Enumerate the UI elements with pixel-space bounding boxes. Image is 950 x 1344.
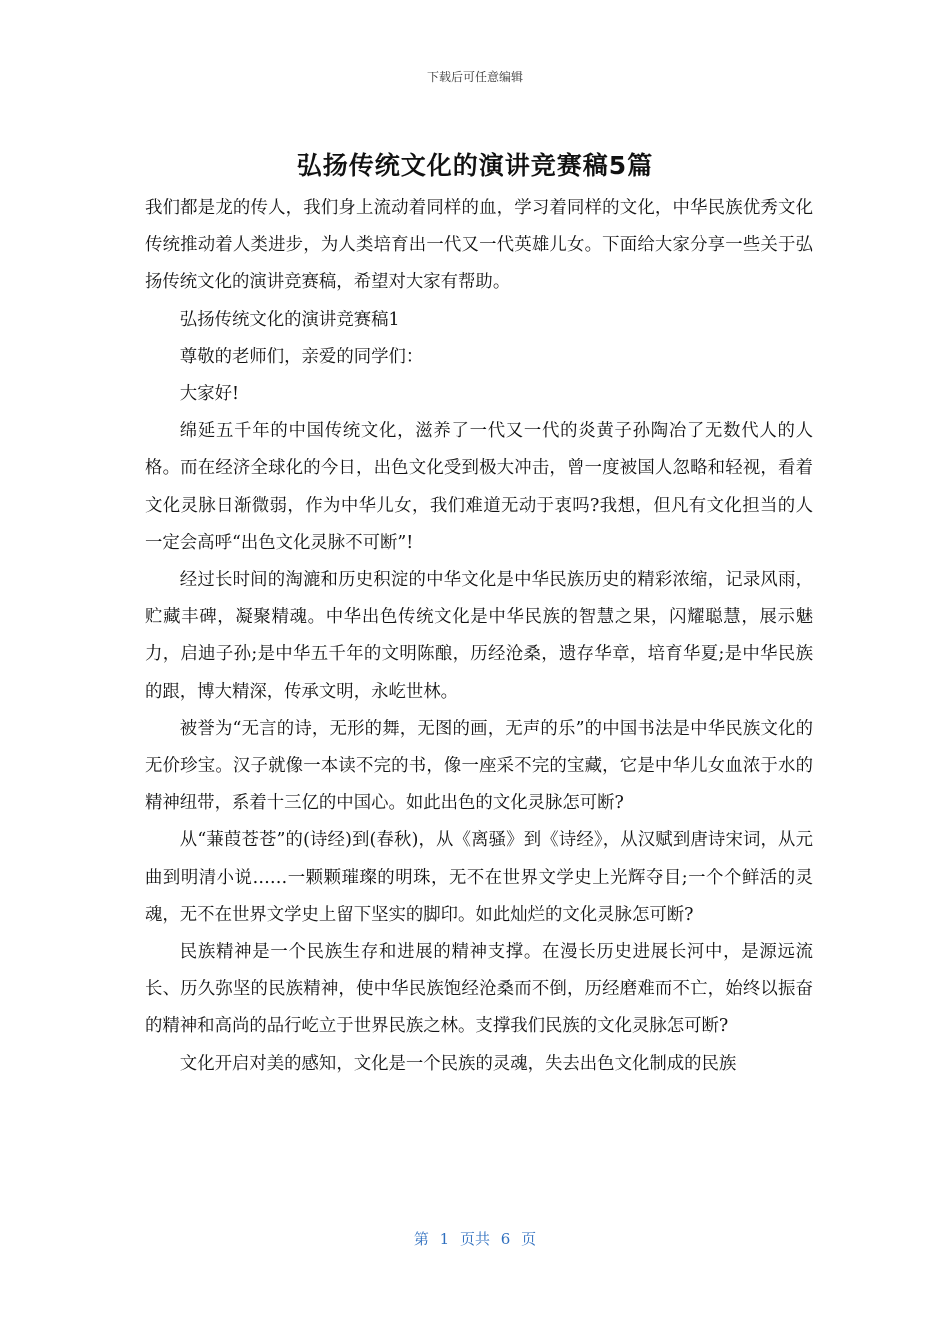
intro-paragraph: 我们都是龙的传人，我们身上流动着同样的血，学习着同样的文化，中华民族优秀文化传统推动着人类进步，为人类培育出一代又一代英雄儿女。下面给大家分享一些关于弘扬传统文化的演讲竞赛稿，希望对大家有帮助。	[145, 198, 813, 293]
body-paragraph: 文化开启对美的感知，文化是一个民族的灵魂，失去出色文化制成的民族	[179, 1053, 737, 1074]
body-paragraph: 经过长时间的淘漉和历史积淀的中华文化是中华民族历史的精彩浓缩，记录风雨，贮藏丰碑，凝聚精魂。中华出色传统文化是中华民族的智慧之果，闪耀聪慧，展示魅力，启迪子孙;是中华五千年的文明陈酿，历经沧桑，遗存华章，培育华夏;是中华民族的跟，博大精深，传承文明，永屹世林。	[145, 570, 813, 702]
body-paragraph: 被誉为“无言的诗，无形的舞，无图的画，无声的乐”的中国书法是中华民族文化的无价珍宝。汉子就像一本读不完的书，像一座采不完的宝藏，它是中华儿女血浓于水的精神纽带，系着十三亿的中国心。如此出色的文化灵脉怎可断?	[145, 718, 813, 814]
document-title: 弘扬传统文化的演讲竞赛稿5篇	[296, 151, 654, 180]
speech-heading: 弘扬传统文化的演讲竞赛稿1	[179, 309, 400, 330]
salutation: 尊敬的老师们，亲爱的同学们：	[179, 346, 424, 367]
body-paragraph: 民族精神是一个民族生存和进展的精神支撑。在漫长历史进展长河中，是源远流长、历久弥坚的民族精神，使中华民族饱经沧桑而不倒，历经磨难而不亡，始终以振奋的精神和高尚的品行屹立于世界民族之林。支撑我们民族的文化灵脉怎可断?	[145, 942, 813, 1037]
greeting: 大家好!	[179, 384, 239, 405]
document-body	[145, 190, 813, 1083]
page-header-note: 下载后可任意编辑	[426, 70, 523, 84]
body-paragraph: 从“蒹葭苍苍”的(诗经)到(春秋)，从《离骚》到《诗经》，从汉赋到唐诗宋词，从元曲到明清小说……一颗颗璀璨的明珠，无不在世界文学史上光辉夺目;一个个鲜活的灵魂，无不在世界文学史上留下坚实的脚印。如此灿烂的文化灵脉怎可断?	[145, 830, 813, 925]
page-number: 第 1 页共 6 页	[413, 1230, 537, 1248]
body-paragraph: 绵延五千年的中国传统文化，滋养了一代又一代的炎黄子孙陶冶了无数代人的人格。而在经济全球化的今日，出色文化受到极大冲击，曾一度被国人忽略和轻视，看着文化灵脉日渐微弱，作为中华儿女，我们难道无动于衷吗?我想，但凡有文化担当的人一定会高呼“出色文化灵脉不可断”!	[145, 421, 813, 553]
